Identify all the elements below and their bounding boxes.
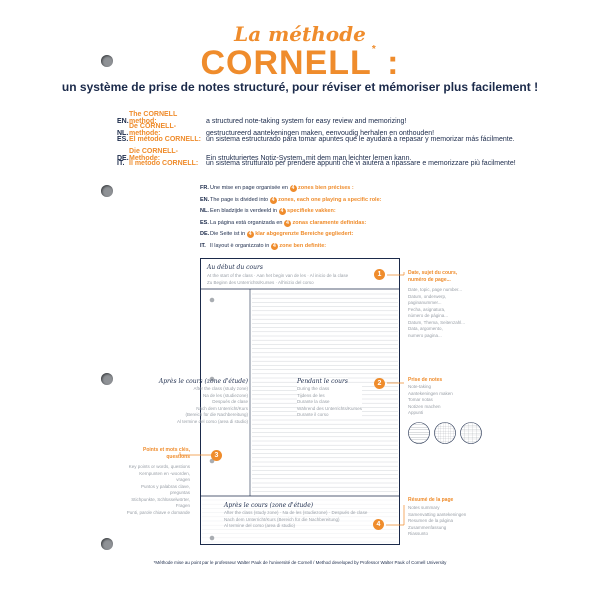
layout-lang: ES. [200, 219, 209, 226]
zone1-grey-line: numero pagina... [408, 332, 442, 338]
layout-pre: Il layout è organizzato in [210, 242, 270, 249]
paper-types [408, 421, 484, 445]
zone3-line: After the class (study zone) [193, 386, 248, 391]
zone3-line: (Bereich für die Nachbereitung) [185, 412, 248, 417]
zone3-side-grey [106, 464, 190, 516]
translation-name: The CORNELL method: [129, 111, 178, 125]
zone1-grey-line: Data, argomento, [408, 326, 443, 331]
zone4-line: Nach dem Unterricht/Kurs (Bereich für die Nachbereitung) [224, 516, 340, 522]
zone2-side-grey [408, 384, 453, 417]
translation-desc: gestructureerd aantekeningen maken, eenvoudig herhalen en onthouden! [206, 130, 435, 138]
layout-lang: IT. [200, 242, 206, 249]
translation-desc: Ein strukturiertes Notiz-System, mit dem man leichter lernen kann. [206, 154, 412, 162]
layout-num-badge: 4 [290, 185, 297, 192]
zone3-line: Después de clase [212, 399, 248, 404]
layout-pre: La página está organizada en [210, 219, 283, 226]
zone4-grey-line: Resumen de la página [408, 518, 454, 523]
zone2-line: Tijdens de les [297, 392, 325, 398]
zone1-grey-line: Datum, Thema, Seitenzahl... [408, 319, 465, 325]
zone2-grey-line: Note-taking [408, 384, 432, 389]
zone2-line: During the class [297, 386, 330, 391]
zone3-grey-line: vragen [176, 477, 190, 482]
zone1-grey-line: paginanummer... [408, 300, 442, 305]
zone1-grey-line: Fecha, asignatura, [408, 306, 446, 312]
layout-highlight: zones bien précises : [298, 185, 354, 191]
footnote: *Méthode mise au point par le professeur Walter Pauk de l'université de Cornell / Method developed by Professor Walter Pauk of Cornell University [153, 560, 447, 565]
zone1-side-grey [408, 287, 465, 339]
zone3-grey-line: Stichpunkte, Schlüsselwörter, [131, 496, 190, 502]
zone4-grey-line: Samenvatting aantekeningen [408, 511, 467, 517]
zone4-title: Après le cours (zone d'étude) [224, 502, 314, 509]
zone1-grey-line: Date, topic, page number... [408, 287, 463, 292]
zone3-grey-line: Puntos y palabras clave, [140, 483, 190, 489]
zone4-line: Al termine del corso (area di studio) [224, 523, 296, 528]
zone2-number-badge: 2 [374, 378, 385, 389]
layout-num-badge: 4 [284, 220, 291, 227]
translation-lang: ES. [117, 135, 129, 143]
layout-highlight: klar abgegrenzte Bereiche gegliedert: [255, 231, 354, 237]
zone3-grey-line: Kernpunten en -woorden, [139, 470, 190, 476]
zone2-line: Während des Unterrichts/Kurses [297, 405, 363, 411]
layout-lang: EN. [200, 196, 210, 203]
zone2-side-label: Prise de notes [408, 377, 443, 383]
zone4-grey-line: Riassunto [408, 531, 429, 536]
zone3-grey-line: Key points or words, questions [128, 464, 190, 469]
zone1-grey-line: número de página... [408, 313, 449, 318]
zone2-grey-line: Notizen machen [408, 403, 441, 409]
layout-lang: FR. [200, 185, 209, 191]
zone2-grey-line: Appunti [408, 410, 424, 415]
title-colon: : [376, 44, 400, 82]
zone3-grey-line: Fragen [175, 503, 190, 508]
layout-num-badge: 4 [271, 243, 278, 250]
zone2-title: Pendant le cours [297, 378, 348, 385]
layout-highlight: specifieke vakken: [287, 208, 336, 214]
zone4-grey-line: Notes summary [408, 505, 440, 510]
zone4-grey-line: Zusammenfassung [408, 524, 447, 530]
title-asterisk: * [371, 44, 377, 55]
layout-lang: NL. [200, 208, 209, 214]
layout-highlight: zone ben definite: [279, 242, 327, 249]
grid-paper-icon [435, 423, 456, 444]
translation-lang: DE. [117, 154, 129, 162]
layout-highlight: zones, each one playing a specific role: [278, 196, 382, 203]
zone1-side-label: Date, sujet du cours, numéro de page... [408, 270, 458, 283]
zone4-side-label: Résumé de la page [408, 497, 454, 503]
layout-pre: Een bladzijde is verdeeld in [210, 208, 277, 214]
layout-lang: DE. [200, 231, 210, 237]
zone4-side-grey [408, 505, 466, 538]
layout-num-badge: 4 [279, 208, 286, 215]
translation-desc: un sistema estructurado para tomar apuntes que le ayudará a repasar y memorizar más fácilmente. [206, 135, 515, 143]
zone1-line: At the start of the class · Aan het begin van de les · Al inicio de la clase [207, 273, 349, 278]
zone2-line: Durante la clase [297, 399, 330, 404]
zone3-title: Après le cours (zone d'étude) [158, 378, 248, 385]
zone4-line: After the class (study zone) · Na de les (studiezone) · Después de clase [224, 510, 368, 515]
zone1-grey-line: Datum, onderwerp, [408, 293, 447, 299]
subtitle: un système de prise de notes structuré, pour réviser et mémoriser plus facilement ! [61, 80, 539, 94]
zone1-title: Au début du cours [207, 264, 263, 271]
translation-name: Die CORNELL-Methode: [129, 147, 178, 162]
seyes-paper-icon [461, 423, 482, 444]
zone3-side-label: Points et mots clés, questions [143, 447, 190, 460]
layout-pre: The page is divided into [210, 196, 269, 203]
layout-highlight: zonas claramente definidas: [292, 219, 367, 226]
title-script: La méthode [234, 22, 366, 46]
layout-num-badge: 4 [270, 197, 277, 204]
zone1-line: Zu Beginn des Unterrichts/Kurses · All'inizio del corso [207, 279, 314, 285]
zone3-number-badge: 3 [211, 450, 222, 461]
translation-desc: a structured note-taking system for easy review and memorizing! [206, 118, 407, 125]
translation-name: De CORNELL-methode: [129, 123, 177, 138]
translation-name: El método CORNELL: [129, 135, 201, 143]
translation-desc: un sistema strutturato per prendere appunti che vi aiuterà a ripassare e memorizzare più facilmente! [206, 160, 516, 168]
zone3-grey-line: Punti, parole chiave e domande [126, 509, 190, 515]
translation-lang: EN. [117, 118, 129, 125]
zone2-grey-line: Aantekeningen maken [408, 390, 453, 396]
translation-name: Il metodo CORNELL: [129, 160, 199, 168]
zone4-number-badge: 4 [373, 519, 384, 530]
zone2-grey-line: Tomar notas [408, 397, 433, 402]
zone3-line: Nach dem Unterricht/Kurs [196, 405, 248, 411]
title-cornell-text: CORNELL [200, 44, 372, 82]
zone2-line: Durante il corso [297, 412, 329, 417]
zone3-grey-line: preguntas [169, 490, 190, 495]
layout-pre: Une mise en page organisée en [210, 185, 288, 191]
zone1-number-badge: 1 [374, 269, 385, 280]
layout-num-badge: 4 [247, 231, 254, 238]
zone3-line: Na de les (studiezone) [202, 392, 248, 398]
lined-paper-icon [409, 423, 430, 444]
layout-pre: Die Seite ist in [210, 231, 246, 237]
zone3-line: Al termine del corso (area di studio) [176, 418, 248, 424]
translation-lang: NL. [117, 130, 129, 138]
translation-lang: IT. [117, 160, 125, 168]
